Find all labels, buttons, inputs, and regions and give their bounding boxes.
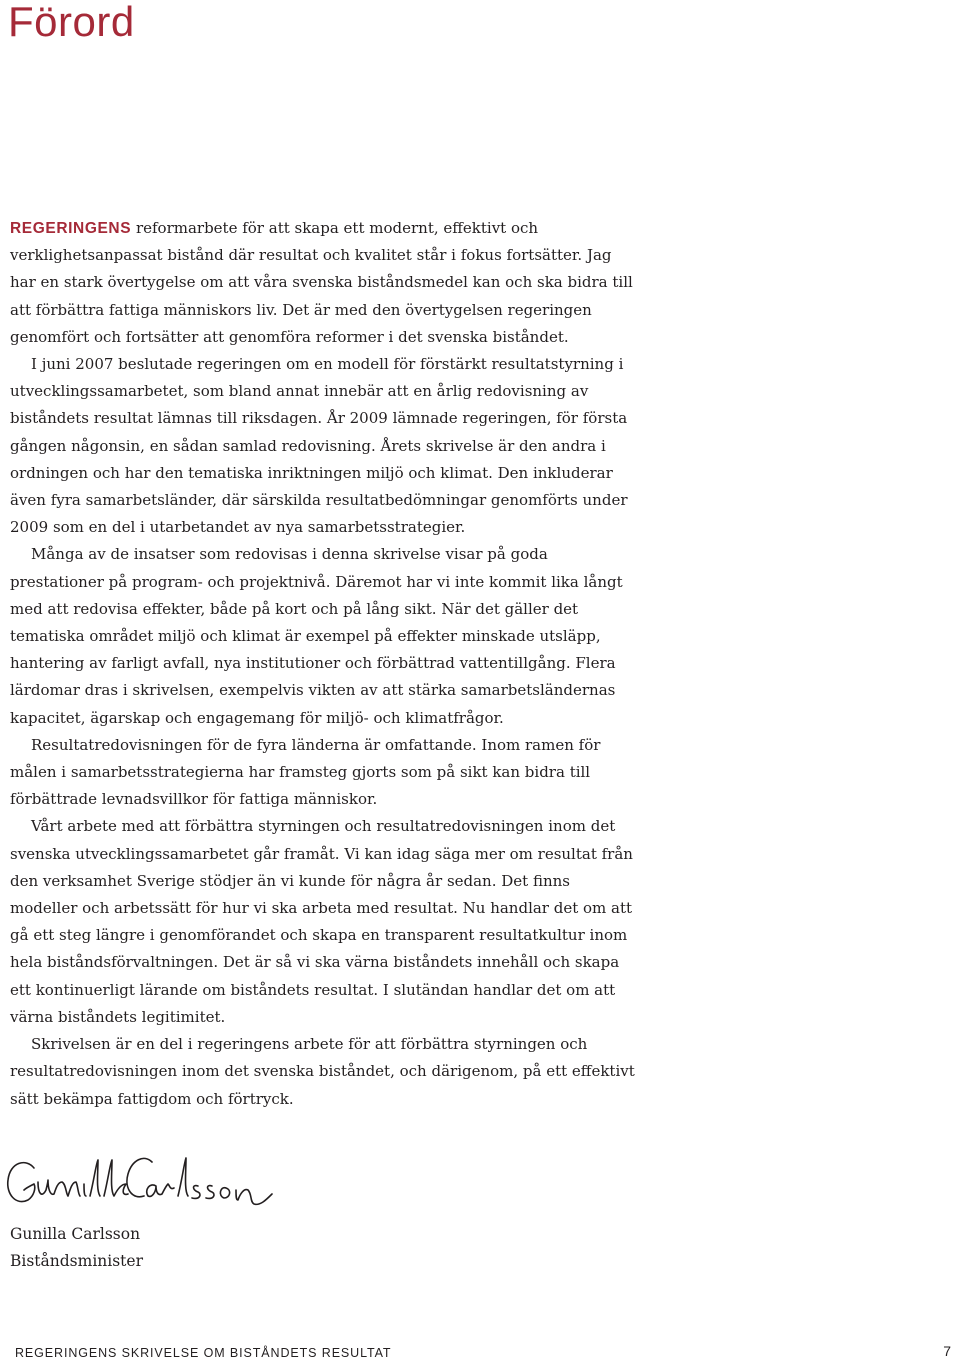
- paragraph-6: Skrivelsen är en del i regeringens arbete för att förbättra styrningen och resultatredovisningen inom det svenska biståndet, och därigenom, på ett effektivt sätt bekämpa fattigdom och förtryck.: [10, 1035, 635, 1108]
- paragraph-1: [10, 215, 642, 351]
- paragraph-1-text: reformarbete för att skapa ett modernt, effektivt och verklighetsanpassat bistånd där resultat och kvalitet står i fokus fortsätter. Jag har en stark övertygelse om att våra svenska biståndsmedel kan och ska bidra till att förbättra fattiga människors liv. Det är med den övertygelsen regeringen genomfört och fortsätter att genomföra reformer i det svenska biståndet.: [10, 219, 633, 346]
- handwritten-signature: [4, 1150, 276, 1228]
- paragraph-3: Många av de insatser som redovisas i denna skrivelse visar på goda prestationer på program- och projektnivå. Däremot har vi inte kommit lika långt med att redovisa effekter, både på kort och på lång sikt. När det gäller det tematiska området miljö och klimat är exempel på effekter minskade utsläpp, hantering av farligt avfall, nya institutioner och förbättrad vattentillgång. Flera lärdomar dras i skrivelsen, exempelvis vikten av att stärka samarbetsländernas kapacitet, ägarskap och engagemang för miljö- och klimatfrågor.: [10, 545, 623, 727]
- paragraph-2: I juni 2007 beslutade regeringen om en modell för förstärkt resultatstyrning i utvecklingssamarbetet, som bland annat innebär att en årlig redovisning av biståndets resultat lämnas till riksdagen. År 2009 lämnade regeringen, för första gången någonsin, en sådan samlad redovisning. Årets skrivelse är den andra i ordningen och har den tematiska inriktningen miljö och klimat. Den inkluderar även fyra samarbetsländer, där särskilda resultatbedömningar genomförts under 2009 som en del i utarbetandet av nya samarbetsstrategier.: [10, 355, 628, 537]
- footer-publication-title: REGERINGENS SKRIVELSE OM BISTÅNDETS RESULTAT: [15, 1346, 392, 1360]
- foreword-body: [10, 215, 642, 1113]
- signer-block: [10, 1221, 143, 1275]
- page-title: Förord: [8, 0, 135, 45]
- signer-name: Gunilla Carlsson: [10, 1225, 141, 1243]
- paragraph-4: Resultatredovisningen för de fyra länderna är omfattande. Inom ramen för målen i samarbetsstrategierna har framsteg gjorts som på sikt kan bidra till förbättrade levnadsvillkor för fattiga människor.: [10, 735, 601, 809]
- page-number: 7: [943, 1343, 951, 1359]
- signer-role: Biståndsminister: [10, 1252, 143, 1270]
- lead-word: REGERINGENS: [10, 220, 132, 237]
- paragraph-5: Vårt arbete med att förbättra styrningen och resultatredovisningen inom det svenska utvecklingssamarbetet går framåt. Vi kan idag säga mer om resultat från den verksamhet Sverige stödjer än vi kunde för några år sedan. Det finns modeller och arbetssätt för hur vi ska arbeta med resultat. Nu handlar det om att gå ett steg längre i genomförandet och skapa en transparent resultatkultur inom hela biståndsförvaltningen. Det är så vi ska värna biståndets innehåll och skapa ett kontinuerligt lärande om biståndets resultat. I slutändan handlar det om att värna biståndets legitimitet.: [10, 817, 633, 1026]
